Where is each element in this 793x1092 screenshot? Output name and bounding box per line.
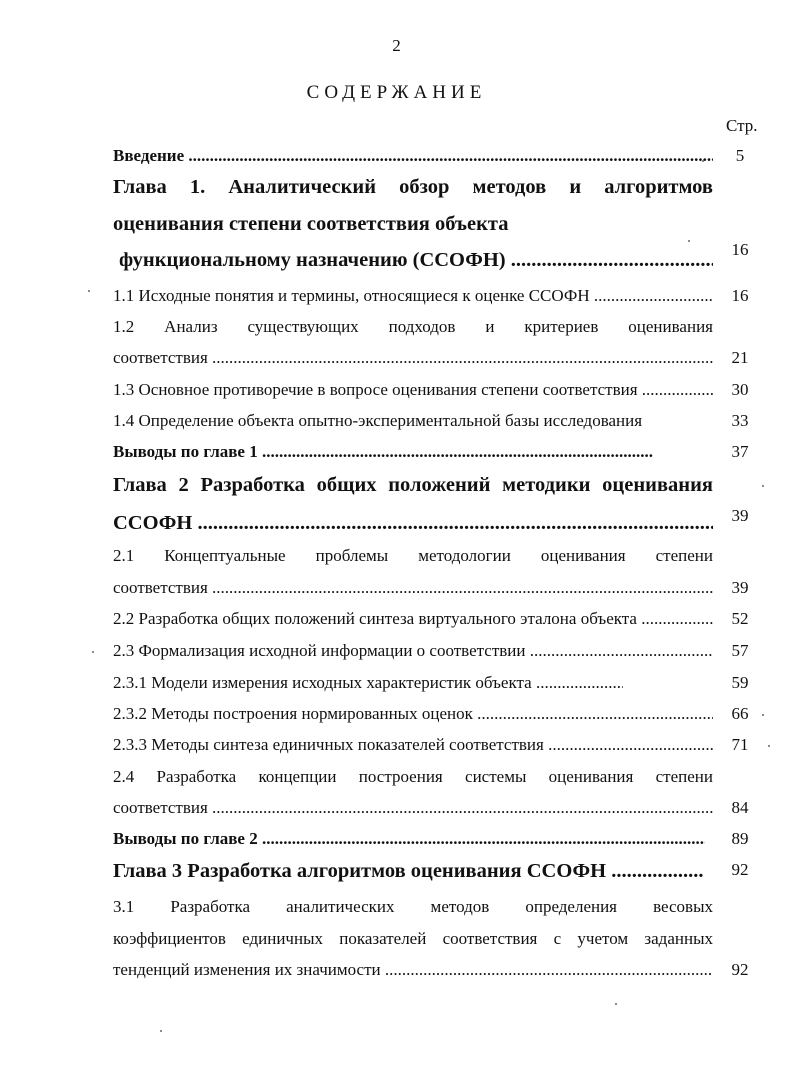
toc-page: 16: [731, 240, 749, 259]
page-column-header: Стр.: [726, 116, 758, 135]
toc-line: 1.3 Основное противоречие в вопросе оценивания степени соответствия .....: [113, 380, 713, 400]
toc-line: 1.1 Исходные понятия и термины, относящиеся к оценке ССОФН .....: [113, 286, 713, 306]
toc-line: тенденций изменения их значимости .....: [113, 960, 713, 980]
toc-page: 39: [731, 578, 749, 597]
toc-line: Глава 1. Аналитический обзор методов и алгоритмов: [113, 176, 713, 198]
toc-page: 71: [731, 735, 749, 754]
page-number: 2: [392, 36, 401, 55]
toc-line: 2.3.1 Модели измерения исходных характеристик объекта .....: [113, 673, 623, 693]
toc-line: Выводы по главе 1 .....: [113, 442, 653, 462]
toc-line: 2.3 Формализация исходной информации о соответствии .....: [113, 641, 713, 661]
toc-line: 2.3.2 Методы построения нормированных оценок .....: [113, 704, 713, 724]
toc-line: ССОФН .....: [113, 512, 713, 535]
scan-speck: [160, 1030, 162, 1032]
toc-page: 30: [731, 380, 749, 399]
toc-page: 57: [731, 641, 749, 660]
toc-line: коэффициентов единичных показателей соответствия с учетом заданных: [113, 929, 713, 948]
scan-speck: [762, 485, 764, 487]
toc-page: 5: [735, 146, 745, 165]
toc-page: 92: [731, 960, 749, 979]
toc-line: 1.4 Определение объекта опытно-экспериментальной базы исследования: [113, 411, 643, 430]
toc-page: 33: [731, 411, 749, 430]
toc-page: 21: [731, 348, 749, 367]
toc-line: 2.2 Разработка общих положений синтеза виртуального эталона объекта .....: [113, 609, 713, 629]
toc-line: оценивания степени соответствия объекта: [113, 213, 509, 235]
scan-speck: [92, 651, 94, 653]
toc-line: 3.1 Разработка аналитических методов определения весовых: [113, 897, 713, 916]
toc-line: Введение .....: [113, 146, 713, 166]
toc-page: 66: [731, 704, 749, 723]
toc-line: соответствия .....: [113, 578, 713, 598]
toc-line: 1.2 Анализ существующих подходов и критериев оценивания: [113, 317, 713, 336]
toc-line: 2.1 Концептуальные проблемы методологии оценивания степени: [113, 546, 713, 565]
toc-page: 16: [731, 286, 749, 305]
scan-speck: [615, 1003, 617, 1005]
toc-line: соответствия .....: [113, 348, 713, 368]
toc-page: 52: [731, 609, 749, 628]
scan-speck: [762, 714, 764, 716]
scan-speck: [88, 290, 90, 292]
scan-speck: [702, 160, 704, 162]
page-title: СОДЕРЖАНИЕ: [306, 82, 487, 103]
toc-page: 59: [731, 673, 749, 692]
toc-line: Выводы по главе 2 .....: [113, 829, 705, 849]
toc-line: 2.4 Разработка концепции построения системы оценивания степени: [113, 767, 713, 786]
toc-page: 89: [731, 829, 749, 848]
toc-line: Глава 2 Разработка общих положений методики оценивания: [113, 474, 713, 496]
toc-page: 84: [731, 798, 749, 817]
toc-line: Глава 3 Разработка алгоритмов оценивания ССОФН .....: [113, 860, 703, 883]
toc-page: 37: [731, 442, 749, 461]
toc-line: функциональному назначению (ССОФН) .....: [119, 249, 713, 272]
toc-page: 92: [731, 860, 749, 879]
toc-line: 2.3.3 Методы синтеза единичных показателей соответствия .....: [113, 735, 713, 755]
toc-page: 39: [731, 506, 749, 525]
scan-speck: [688, 240, 690, 242]
toc-line: соответствия .....: [113, 798, 713, 818]
scan-speck: [768, 745, 770, 747]
